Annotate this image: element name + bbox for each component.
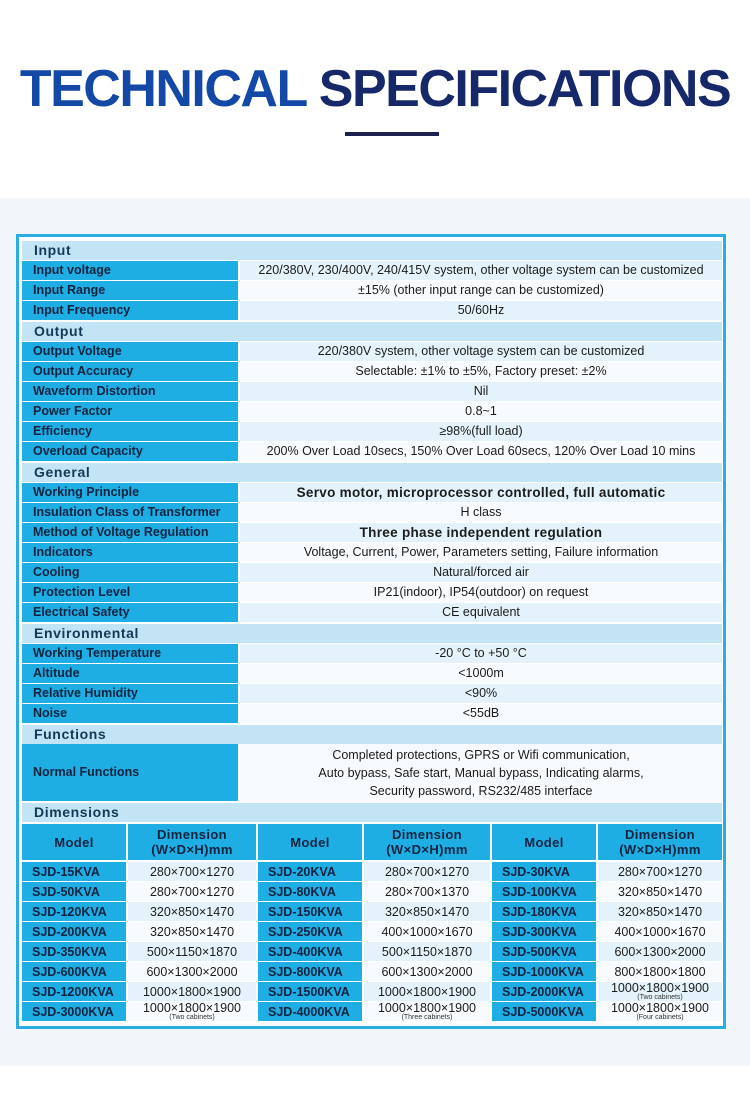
dim-value-cell: 280×700×1370 — [364, 882, 490, 901]
dim-model-cell: SJD-1500KVA — [258, 982, 362, 1001]
spec-value: <90% — [240, 684, 722, 703]
dim-model-cell: SJD-5000KVA — [492, 1002, 596, 1021]
output-spec-row — [22, 382, 722, 401]
spec-value: 50/60Hz — [240, 301, 722, 320]
dim-model-cell: SJD-150KVA — [258, 902, 362, 921]
functions-line: Completed protections, GPRS or Wifi communication, — [332, 748, 630, 762]
environmental-section-heading: Environmental — [22, 624, 722, 643]
dim-value-cell: 320×850×1470 — [598, 902, 722, 921]
spec-value: Nil — [240, 382, 722, 401]
dim-col-dimension-1: Dimension (W×D×H)mm — [128, 824, 256, 860]
dim-col-dimension-3: Dimension (W×D×H)mm — [598, 824, 722, 860]
spec-value: ±15% (other input range can be customized) — [240, 281, 722, 300]
dim-model-cell: SJD-200KVA — [22, 922, 126, 941]
spec-value: <55dB — [240, 704, 722, 723]
spec-label: Overload Capacity — [22, 442, 238, 461]
spec-value: Voltage, Current, Power, Parameters setting, Failure information — [240, 543, 722, 562]
dim-model-cell: SJD-30KVA — [492, 862, 596, 881]
title-word-specifications: SPECIFICATIONS — [318, 60, 731, 118]
dim-model-cell: SJD-80KVA — [258, 882, 362, 901]
dim-cabinet-note: (Two cabinets) — [637, 993, 683, 1001]
output-spec-row — [22, 402, 722, 421]
dim-value-cell: 320×850×1470 — [128, 922, 256, 941]
input-section-heading: Input — [22, 241, 722, 260]
spec-label: Electrical Safety — [22, 603, 238, 622]
general-spec-row — [22, 543, 722, 562]
output-spec-row — [22, 422, 722, 441]
input-spec-row — [22, 261, 722, 280]
dim-model-cell: SJD-400KVA — [258, 942, 362, 961]
dim-value-cell: 600×1300×2000 — [364, 962, 490, 981]
dim-value-cell: 320×850×1470 — [128, 902, 256, 921]
dim-model-cell: SJD-3000KVA — [22, 1002, 126, 1021]
spec-value: 0.8~1 — [240, 402, 722, 421]
input-spec-row — [22, 301, 722, 320]
dim-col-dimension-2: Dimension (W×D×H)mm — [364, 824, 490, 860]
functions-line: Auto bypass, Safe start, Manual bypass, Indicating alarms, — [318, 766, 644, 780]
dim-model-cell: SJD-1200KVA — [22, 982, 126, 1001]
general-spec-row — [22, 583, 722, 602]
general-spec-row — [22, 483, 722, 502]
dim-col-model-1: Model — [22, 824, 126, 860]
dim-value-cell: 500×1150×1870 — [128, 942, 256, 961]
spec-value: Selectable: ±1% to ±5%, Factory preset: ±2% — [240, 362, 722, 381]
output-spec-row — [22, 442, 722, 461]
dim-value-cell — [598, 982, 722, 1001]
dim-model-cell: SJD-20KVA — [258, 862, 362, 881]
dim-value-cell — [128, 1002, 256, 1021]
functions-section-heading: Functions — [22, 725, 722, 744]
spec-value: IP21(indoor), IP54(outdoor) on request — [240, 583, 722, 602]
dimensions-section-heading: Dimensions — [22, 803, 722, 822]
spec-label: Indicators — [22, 543, 238, 562]
general-spec-row — [22, 503, 722, 522]
spec-label: Method of Voltage Regulation — [22, 523, 238, 542]
dim-cabinet-note: (Three cabinets) — [401, 1013, 453, 1021]
dim-value: 1000×1800×1900 — [142, 1000, 242, 1015]
spec-value: 220/380V, 230/400V, 240/415V system, other voltage system can be customized — [240, 261, 722, 280]
dim-value-cell: 1000×1800×1900 — [128, 982, 256, 1001]
dim-model-cell: SJD-600KVA — [22, 962, 126, 981]
page-title — [0, 58, 750, 120]
spec-label: Working Principle — [22, 483, 238, 502]
title-word-technical: TECHNICAL — [19, 60, 306, 118]
dim-value-cell — [364, 1002, 490, 1021]
spec-label: Relative Humidity — [22, 684, 238, 703]
dim-col-model-3: Model — [492, 824, 596, 860]
environmental-spec-row — [22, 664, 722, 683]
dim-model-cell: SJD-120KVA — [22, 902, 126, 921]
dim-value-cell: 320×850×1470 — [598, 882, 722, 901]
spec-label: Efficiency — [22, 422, 238, 441]
dim-model-cell: SJD-350KVA — [22, 942, 126, 961]
dim-value-cell: 280×700×1270 — [598, 862, 722, 881]
dim-value-cell — [598, 1002, 722, 1021]
dim-value-cell: 400×1000×1670 — [598, 922, 722, 941]
page-header — [0, 0, 750, 198]
functions-value — [240, 744, 722, 801]
general-section-heading: General — [22, 463, 722, 482]
dim-value-cell: 280×700×1270 — [364, 862, 490, 881]
dim-model-cell: SJD-2000KVA — [492, 982, 596, 1001]
spec-label: Input voltage — [22, 261, 238, 280]
dim-value-cell: 500×1150×1870 — [364, 942, 490, 961]
dim-value-cell: 320×850×1470 — [364, 902, 490, 921]
dim-model-cell: SJD-15KVA — [22, 862, 126, 881]
spec-label: Protection Level — [22, 583, 238, 602]
spec-label: Input Frequency — [22, 301, 238, 320]
dim-model-cell: SJD-100KVA — [492, 882, 596, 901]
output-spec-row — [22, 362, 722, 381]
environmental-spec-row — [22, 644, 722, 663]
dim-model-cell: SJD-1000KVA — [492, 962, 596, 981]
spec-label: Altitude — [22, 664, 238, 683]
spec-value: 220/380V system, other voltage system can be customized — [240, 342, 722, 361]
general-spec-row — [22, 523, 722, 542]
spec-label: Input Range — [22, 281, 238, 300]
output-spec-row — [22, 342, 722, 361]
dim-cabinet-note: (Four cabinets) — [636, 1013, 684, 1021]
spec-value: ≥98%(full load) — [240, 422, 722, 441]
spec-value: -20 °C to +50 °C — [240, 644, 722, 663]
dim-value: 1000×1800×1900 — [377, 1000, 477, 1015]
dim-value-cell: 1000×1800×1900 — [364, 982, 490, 1001]
dim-value-cell: 400×1000×1670 — [364, 922, 490, 941]
spec-label: Power Factor — [22, 402, 238, 421]
functions-line: Security password, RS232/485 interface — [369, 784, 593, 798]
dim-cabinet-note: (Two cabinets) — [169, 1013, 215, 1021]
dim-value: 1000×1800×1900 — [610, 980, 710, 995]
spec-label: Insulation Class of Transformer — [22, 503, 238, 522]
dim-value: 1000×1800×1900 — [610, 1000, 710, 1015]
spec-label: Output Voltage — [22, 342, 238, 361]
spec-label: Waveform Distortion — [22, 382, 238, 401]
spec-value: H class — [240, 503, 722, 522]
spec-value: Natural/forced air — [240, 563, 722, 582]
dim-model-cell: SJD-250KVA — [258, 922, 362, 941]
spec-value: Servo motor, microprocessor controlled, full automatic — [240, 483, 722, 502]
dim-model-cell: SJD-50KVA — [22, 882, 126, 901]
dim-model-cell: SJD-4000KVA — [258, 1002, 362, 1021]
dim-value-cell: 800×1800×1800 — [598, 962, 722, 981]
spec-label: Cooling — [22, 563, 238, 582]
spec-label: Noise — [22, 704, 238, 723]
output-section-heading: Output — [22, 322, 722, 341]
dim-value-cell: 280×700×1270 — [128, 882, 256, 901]
dim-model-cell: SJD-800KVA — [258, 962, 362, 981]
environmental-spec-row — [22, 704, 722, 723]
spec-label: Working Temperature — [22, 644, 238, 663]
dim-model-cell: SJD-500KVA — [492, 942, 596, 961]
title-underline — [345, 132, 439, 136]
spec-value: CE equivalent — [240, 603, 722, 622]
spec-label: Normal Functions — [22, 744, 238, 801]
dimensions-header-row — [22, 824, 722, 860]
spec-value: <1000m — [240, 664, 722, 683]
dim-col-model-2: Model — [258, 824, 362, 860]
spec-value: Three phase independent regulation — [240, 523, 722, 542]
functions-spec-row — [22, 744, 722, 801]
dim-model-cell: SJD-300KVA — [492, 922, 596, 941]
environmental-spec-row — [22, 684, 722, 703]
dim-value-cell: 600×1300×2000 — [598, 942, 722, 961]
input-spec-row — [22, 281, 722, 300]
general-spec-row — [22, 563, 722, 582]
dim-value-cell: 280×700×1270 — [128, 862, 256, 881]
spec-label: Output Accuracy — [22, 362, 238, 381]
dim-value-cell: 600×1300×2000 — [128, 962, 256, 981]
spec-value: 200% Over Load 10secs, 150% Over Load 60secs, 120% Over Load 10 mins — [240, 442, 722, 461]
dim-model-cell: SJD-180KVA — [492, 902, 596, 921]
general-spec-row — [22, 603, 722, 622]
